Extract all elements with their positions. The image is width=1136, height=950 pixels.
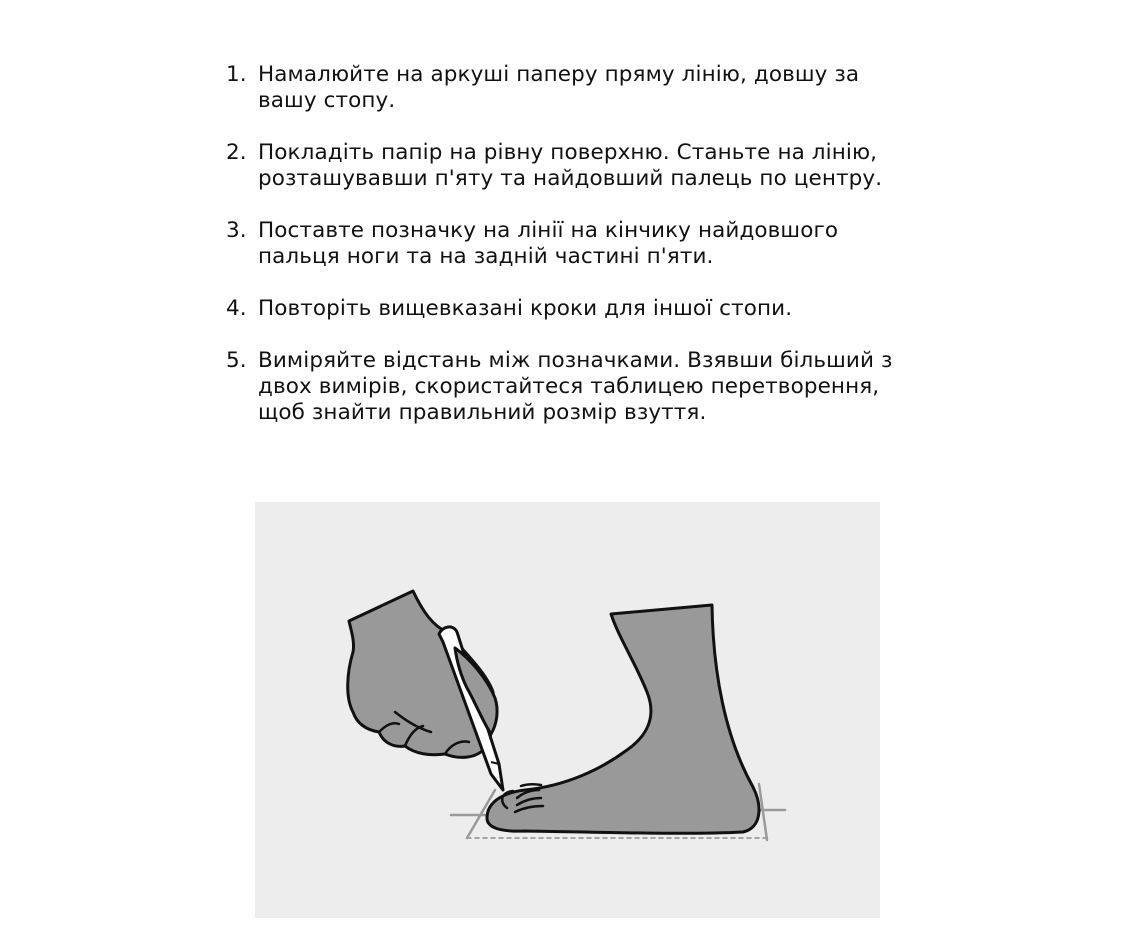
instruction-list (222, 62, 922, 452)
step-number: 4. (226, 296, 247, 321)
step-number: 2. (226, 140, 247, 165)
instruction-step (222, 296, 922, 322)
step-number: 3. (226, 218, 247, 243)
step-number: 5. (226, 348, 247, 373)
foot-measuring-illustration (255, 502, 880, 918)
foot-measuring-drawing (255, 502, 880, 918)
step-text: Покладіть папір на рівну поверхню. Станьте на лінію, розташувавши п'яту та найдовший палець по центру. (258, 140, 883, 191)
instruction-step (222, 348, 922, 426)
instruction-step (222, 140, 922, 192)
step-text: Поставте позначку на лінії на кінчику найдовшого пальця ноги та на задній частині п'яти. (258, 218, 839, 269)
step-text: Повторіть вищевказані кроки для іншої стопи. (258, 296, 793, 321)
step-number: 1. (226, 62, 247, 87)
step-text: Намалюйте на аркуші паперу пряму лінію, довшу за вашу стопу. (258, 62, 860, 113)
step-text: Виміряйте відстань між позначками. Взявши більший з двох вимірів, скористайтеся таблицею перетворення, щоб знайти правильний розмір взуття. (258, 348, 893, 425)
instruction-step (222, 218, 922, 270)
instruction-step (222, 62, 922, 114)
